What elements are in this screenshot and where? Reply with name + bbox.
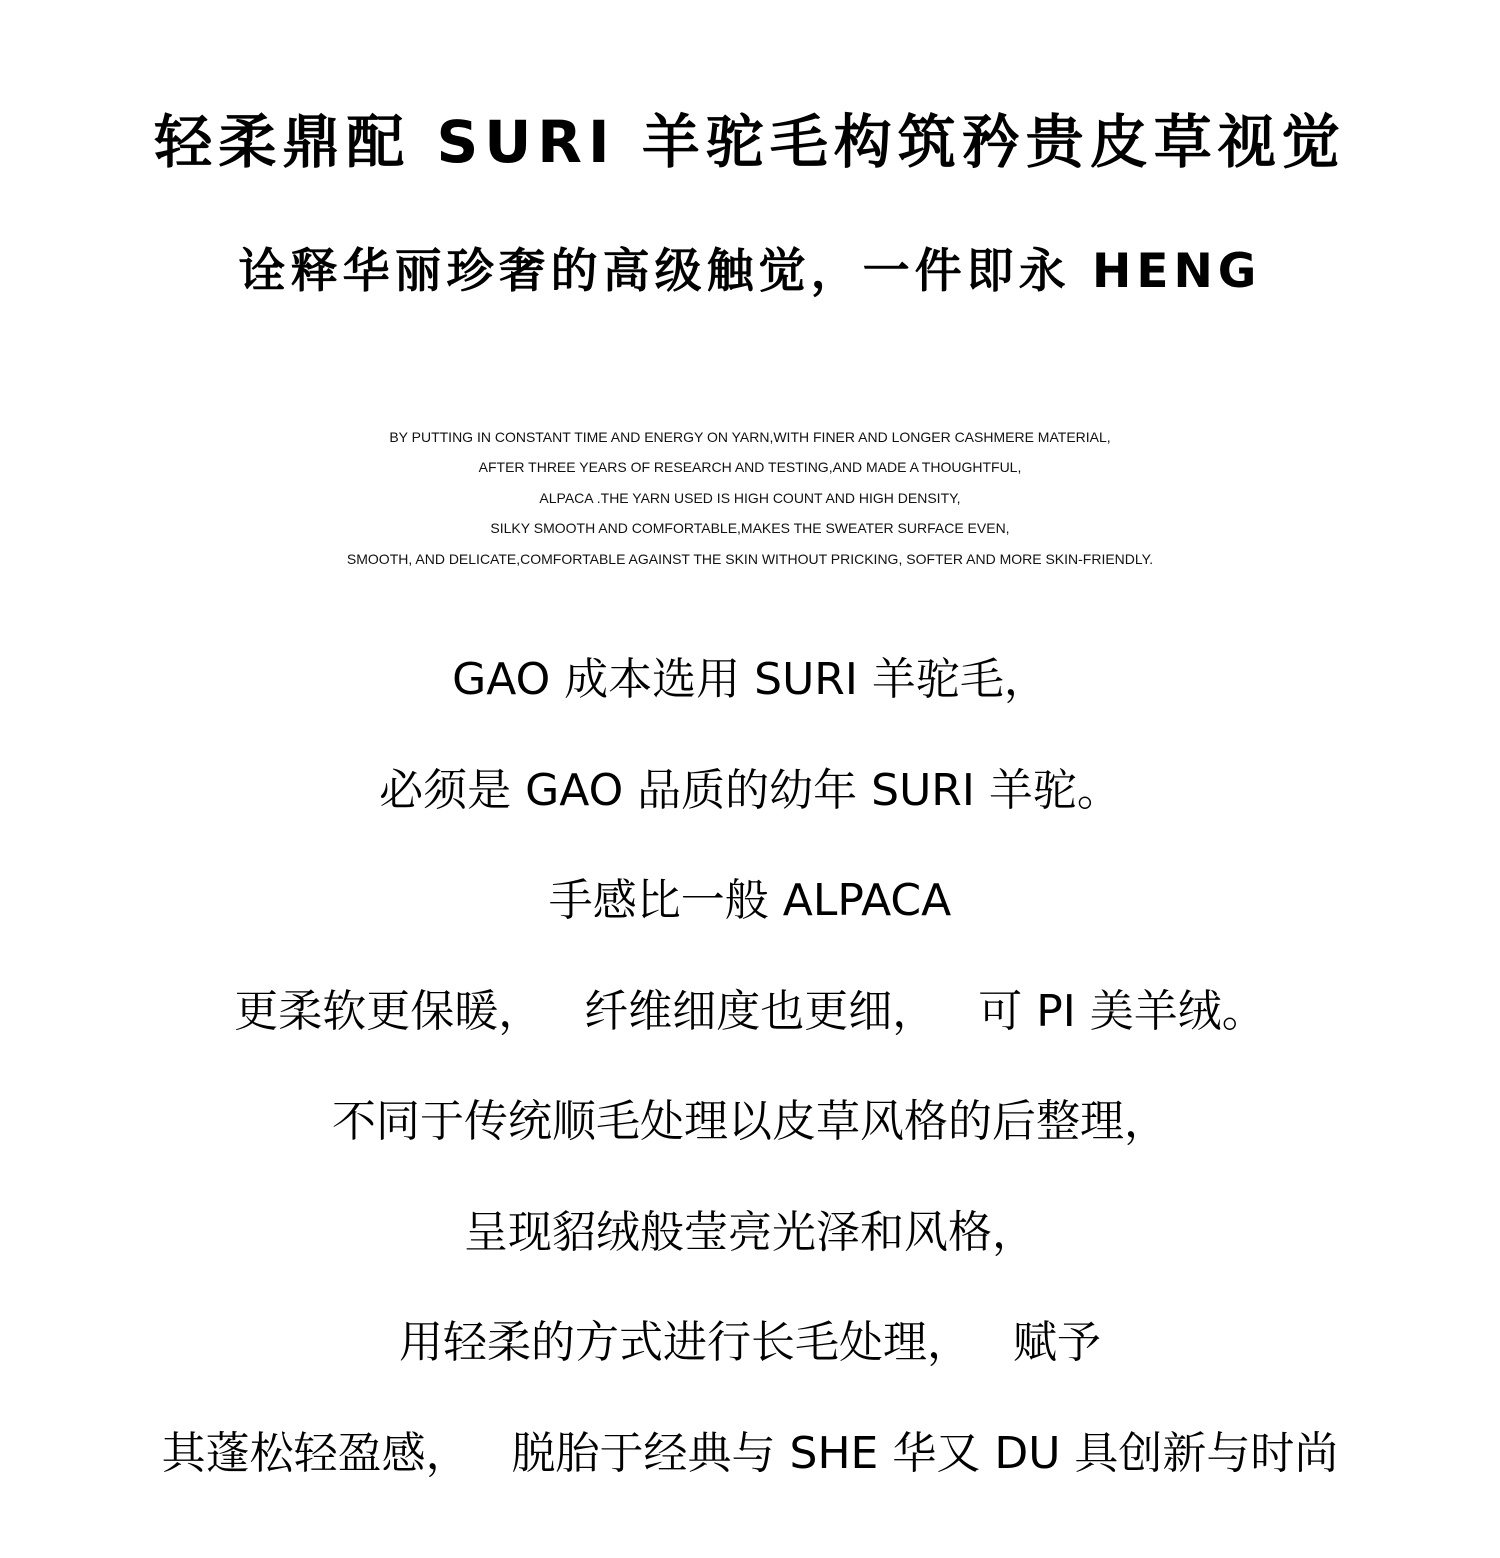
english-line: SILKY SMOOTH AND COMFORTABLE,MAKES THE SWEATER SURFACE EVEN,: [490, 520, 1010, 537]
chinese-line: 呈现貂绒般莹亮光泽和风格，: [464, 1207, 1036, 1258]
chinese-line: 更柔软更保暖， 纤维细度也更细， 可 PI 美羊绒。: [234, 986, 1266, 1037]
english-line: SMOOTH, AND DELICATE,COMFORTABLE AGAINST THE SKIN WITHOUT PRICKING, SOFTER AND MORE SKIN-FRIENDLY.: [346, 550, 1154, 567]
english-line: BY PUTTING IN CONSTANT TIME AND ENERGY ON YARN,WITH FINER AND LONGER CASHMERE MATERIAL,: [389, 429, 1111, 445]
chinese-line: 其蓬松轻盈感， 脱胎于经典与 SHE 华又 DU 具创新与时尚: [161, 1428, 1339, 1479]
english-paragraph: [0, 422, 1500, 574]
english-line: AFTER THREE YEARS OF RESEARCH AND TESTING,AND MADE A THOUGHTFUL,: [478, 459, 1022, 476]
english-line: ALPACA .THE YARN USED IS HIGH COUNT AND HIGH DENSITY,: [539, 489, 961, 506]
chinese-line: 不同于传统顺毛处理以皮草风格的后整理，: [332, 1096, 1168, 1147]
chinese-line: 手感比一般 ALPACA: [548, 875, 952, 926]
chinese-line: 必须是 GAO 品质的幼年 SURI 羊驼。: [379, 765, 1121, 816]
chinese-line: 用轻柔的方式进行长毛处理， 赋予: [399, 1317, 1101, 1368]
chinese-line: GAO 成本选用 SURI 羊驼毛，: [452, 654, 1048, 705]
headline-title: 轻柔鼎配 SURI 羊驼毛构筑矜贵皮草视觉: [154, 108, 1346, 176]
headline-subtitle: 诠释华丽珍奢的高级触觉，一件即永 HENG: [238, 244, 1262, 299]
